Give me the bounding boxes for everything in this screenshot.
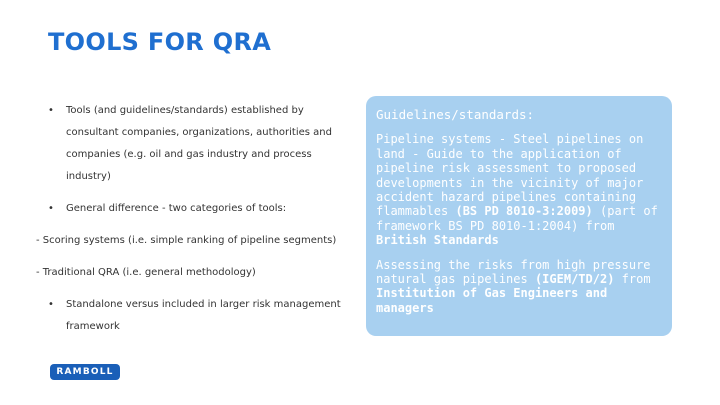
ramboll-logo: RAMBOLL: [50, 364, 120, 380]
bullet-marker: •: [48, 105, 54, 116]
panel-paragraph-bs-pd: [376, 132, 662, 247]
bullet-text: Tools (and guidelines/standards) established by: [66, 105, 304, 116]
guidelines-panel: [366, 96, 672, 336]
bullet-marker: •: [48, 299, 54, 310]
bullet-item-tools: [48, 100, 368, 122]
bullet-list: [36, 100, 368, 338]
panel-text: Pipeline systems - Steel pipelines on land - Guide to the application of pipeline risk assessment to proposed developments in the vicinity of major accident hazard pipelines containing flammables: [376, 132, 644, 219]
bullet-item-difference: [48, 198, 368, 220]
panel-text: from: [614, 272, 651, 287]
panel-text: Assessing the risks from high pressure natural gas pipelines: [376, 257, 651, 287]
panel-paragraph-igem: [376, 258, 662, 316]
sub-item-scoring: - Scoring systems (i.e. simple ranking of pipeline segments): [36, 235, 337, 246]
slide-title: TOOLS FOR QRA: [48, 28, 272, 56]
bullet-text-continued: consultant companies, organizations, authorities and: [66, 127, 332, 138]
panel-issuer: Institution of Gas Engineers and managers: [376, 286, 608, 315]
bullet-text-continued: industry): [66, 171, 111, 182]
panel-text: (part of framework BS PD 8010-1:2004) from: [376, 204, 658, 233]
panel-standard-code: (IGEM/TD/2): [534, 272, 615, 287]
bullet-text-continued: framework: [66, 321, 120, 332]
bullet-item-standalone: [48, 294, 368, 316]
bullet-text-continued: companies (e.g. oil and gas industry and process: [66, 149, 312, 160]
panel-heading: Guidelines/standards:: [376, 107, 535, 122]
bullet-marker: •: [48, 203, 54, 214]
panel-issuer: British Standards: [376, 233, 499, 248]
bullet-text: General difference - two categories of tools:: [66, 203, 287, 214]
panel-standard-code: (BS PD 8010-3:2009): [455, 204, 593, 219]
bullet-text: Standalone versus included in larger risk management: [66, 299, 341, 310]
sub-item-traditional-qra: - Traditional QRA (i.e. general methodology): [36, 267, 256, 278]
